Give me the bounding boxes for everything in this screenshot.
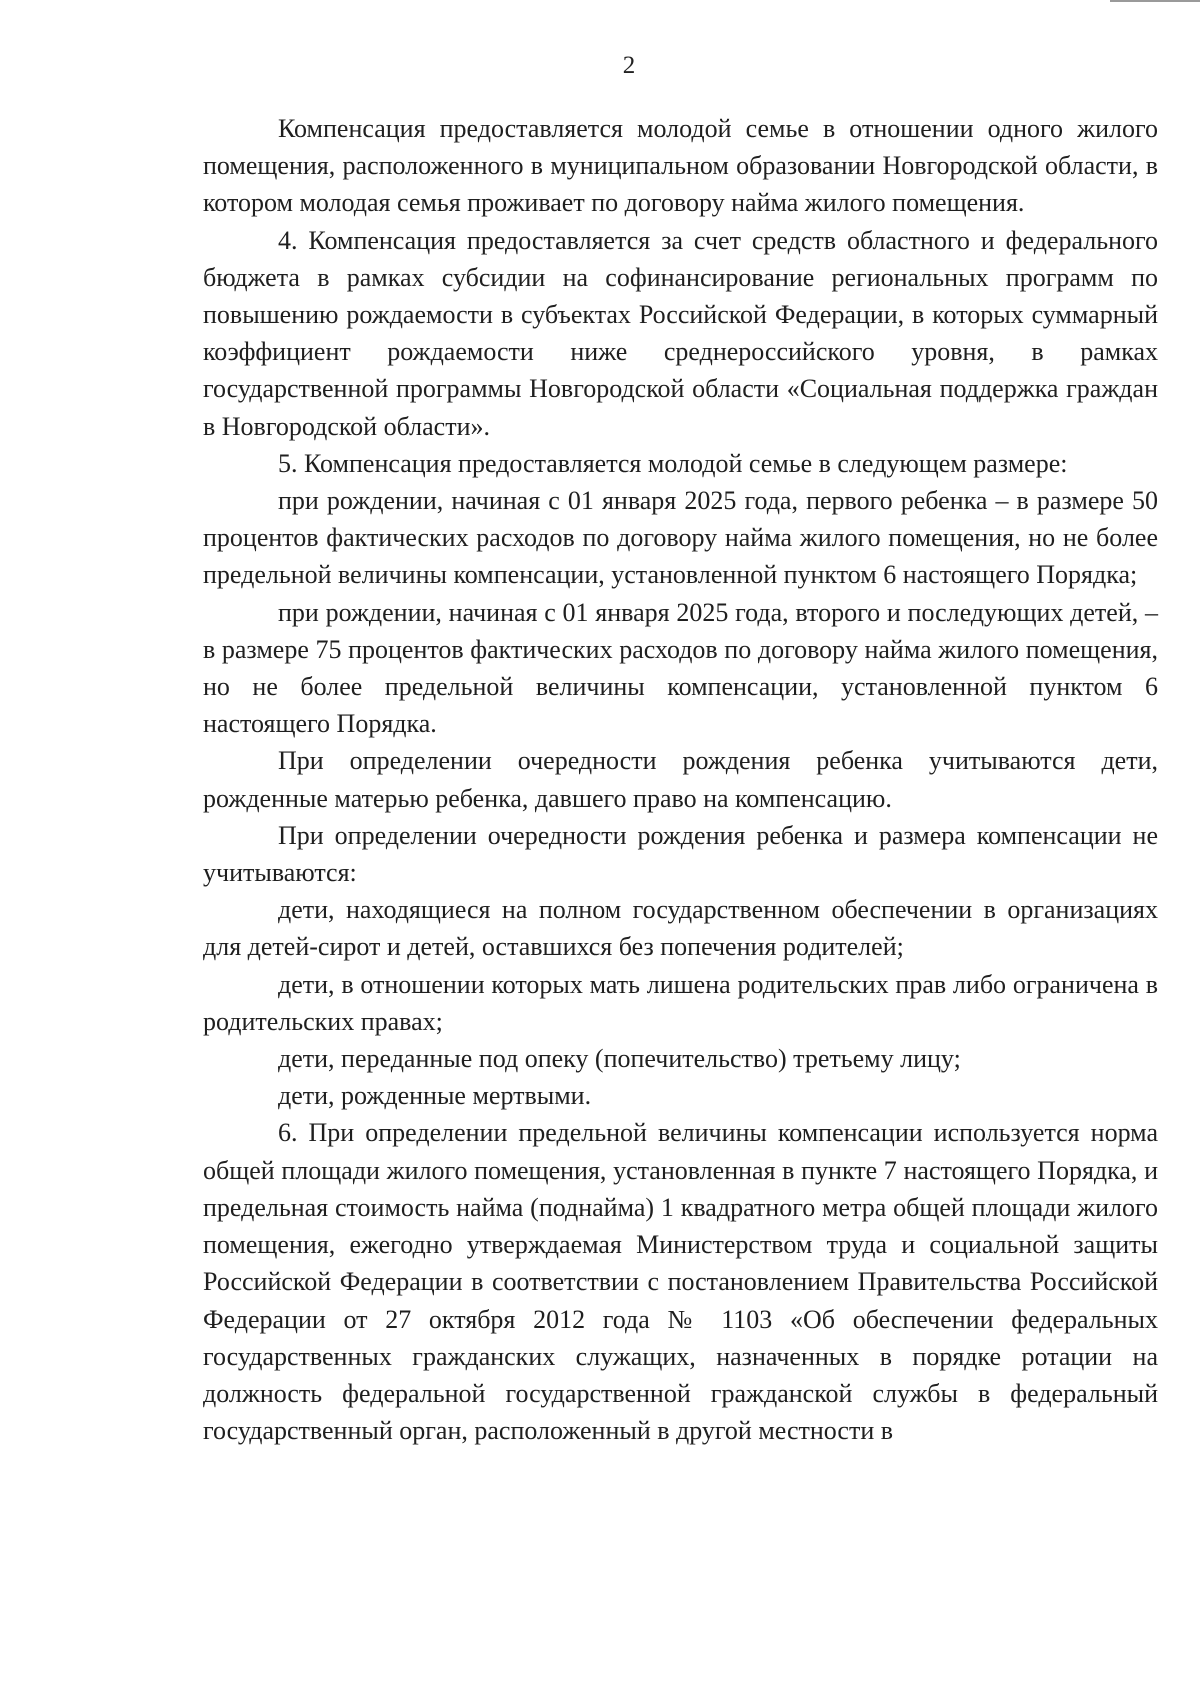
paragraph-birth-order-counted: При определении очередности рождения ребенка учитываются дети, рожденные матерью ребенка, давшего право на компенсацию. [203, 746, 1158, 813]
paragraph-first-child: при рождении, начиная с 01 января 2025 года, первого ребенка – в размере 50 процентов фактических расходов по договору найма жилого помещения, но не более предельной величины компенсации, установленной пунктом 6 настоящего Порядка; [203, 486, 1158, 590]
page-number: 2 [622, 52, 636, 79]
paragraph-second-child: при рождении, начиная с 01 января 2025 года, второго и последующих детей, – в размере 75 процентов фактических расходов по договору найма жилого помещения, но не более предельной величины компенсации, установленной пунктом 6 настоящего Порядка. [203, 597, 1158, 739]
paragraph-item-4-funding: 4. Компенсация предоставляется за счет средств областного и федерального бюджета в рамках субсидии на софинансирование региональных программ по повышению рождаемости в субъектах Российской Федерации, в которых суммарный коэффициент рождаемости ниже среднероссийского уровня, в рамках государственной программы Новгородской области «Социальная поддержка граждан в Новгородской области». [203, 225, 1158, 441]
paragraph-item-6-limit: 6. При определении предельной величины компенсации используется норма общей площади жилого помещения, установленная в пункте 7 настоящего Порядка, и предельная стоимость найма (поднайма) 1 квадратного метра общей площади жилого помещения, ежегодно утверждаемая Министерством труда и социальной защиты Российской Федерации в соответствии с постановлением Правительства Российской Федерации от 27 октября 2012 года № 1103 «Об обеспечении федеральных государственных гражданских служащих, назначенных в порядке ротации на должность федеральной государственной гражданской службы в федеральный государственный орган, расположенный в другой местности в [203, 1118, 1158, 1446]
paragraph-compensation-one-dwelling: Компенсация предоставляется молодой семье в отношении одного жилого помещения, расположенного в муниципальном образовании Новгородской области, в котором молодая семья проживает по договору найма жилого помещения. [203, 114, 1158, 218]
paragraph-parental-rights: дети, в отношении которых мать лишена родительских прав либо ограничена в родительских правах; [203, 969, 1158, 1036]
paragraph-birth-order-not-counted: При определении очередности рождения ребенка и размера компенсации не учитываются: [203, 820, 1158, 888]
paragraph-guardianship: дети, переданные под опеку (попечительство) третьему лицу; [278, 1044, 961, 1074]
document-body [203, 110, 1158, 1449]
paragraph-stillborn: дети, рожденные мертвыми. [278, 1081, 592, 1111]
paragraph-item-5-amount: 5. Компенсация предоставляется молодой семье в следующем размере: [278, 448, 1068, 478]
paragraph-state-care: дети, находящиеся на полном государственном обеспечении в организациях для детей-сирот и детей, оставшихся без попечения родителей; [203, 895, 1158, 962]
scan-edge-mark [1110, 0, 1200, 2]
